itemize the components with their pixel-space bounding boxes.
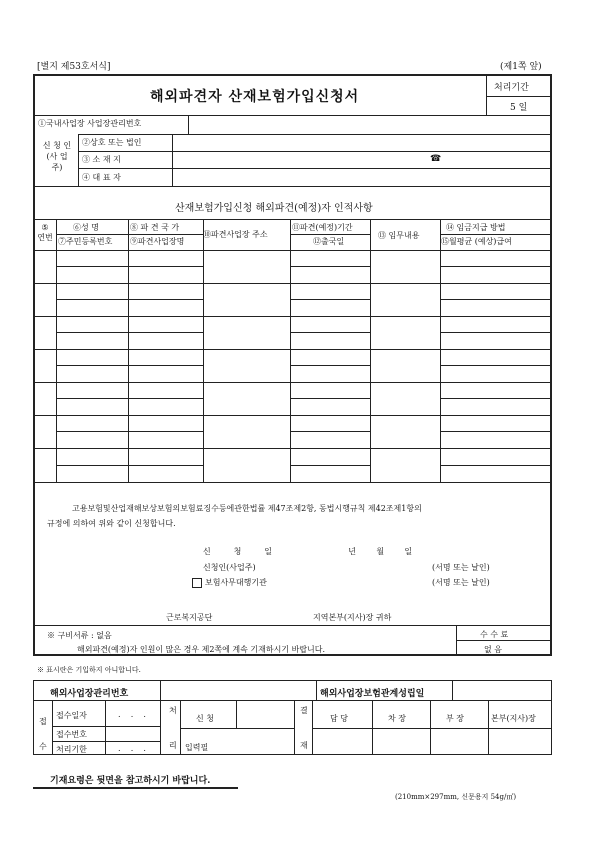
agency-checkbox[interactable] xyxy=(192,578,202,588)
processing-period-label: 처리기간 xyxy=(494,83,529,93)
branch-addressee: 지역본부(지사)장 귀하 xyxy=(313,613,392,622)
application-date-line: 신 청 일 년 월 일 xyxy=(203,547,413,556)
address-label: ③ 소 재 지 xyxy=(82,155,121,164)
receipt-date-dots: . . . xyxy=(118,710,146,719)
receipt-side-1: 접 xyxy=(39,717,47,726)
legal-basis-text: 고용보험및산업재해보상보험의보험료징수등에관한법률 제47조제2항, 동법시행규칙 제42조제1항의 xyxy=(72,504,422,513)
director-label: 본부(지사)장 xyxy=(491,714,536,723)
office-use-note: ※ 표시란은 기입하지 아니합니다. xyxy=(37,666,141,674)
col-wage-method-header: ⑭ 임금지급 방법 xyxy=(446,223,506,232)
domestic-reg-no-label: ①국내사업장 사업장관리번호 xyxy=(38,119,142,128)
phone-icon: ☎ xyxy=(430,154,442,164)
col-duty-header: ⑬ 임무내용 xyxy=(378,231,420,240)
processing-side-2: 리 xyxy=(169,741,177,750)
processing-period-value: 5 일 xyxy=(510,103,528,113)
col-workplace-header: ⑨파견사업장명 xyxy=(130,237,185,246)
deadline-dots: . . . xyxy=(118,744,146,753)
col-serial-header: ⑤ 연번 xyxy=(37,223,53,242)
applicant-sign-note: (서명 또는 날인) xyxy=(432,563,490,572)
col-address-header: ⑩파견사업장 주소 xyxy=(203,230,268,239)
section-title: 산재보험가입신청 해외파견(예정)자 인적사항 xyxy=(175,203,373,214)
approval-side-2: 재 xyxy=(300,741,308,750)
agency-sign-note: (서명 또는 날인) xyxy=(432,578,490,587)
col-departure-header: ⑫출국일 xyxy=(313,237,345,246)
manager-label: 부 장 xyxy=(446,714,464,723)
agency-row xyxy=(192,577,267,588)
page-side-label: (제1쪽 앞) xyxy=(500,62,542,72)
processing-side-1: 처 xyxy=(169,706,177,715)
continuation-note: 해외파견(예정)자 인원이 많은 경우 제2쪽에 계속 기재하시기 바랍니다. xyxy=(77,645,326,654)
deputy-label: 차 장 xyxy=(388,714,406,723)
col-resident-no-header: ⑦주민등록번호 xyxy=(58,237,113,246)
representative-label: ④ 대 표 자 xyxy=(82,173,121,182)
org-name: 근로복지공단 xyxy=(166,613,213,622)
form-number: [별지 제53호서식] xyxy=(37,62,111,72)
fee-value: 없 음 xyxy=(484,645,502,654)
applicant-side-label: 신 청 인 (사 업 주) xyxy=(42,141,72,172)
applicant-sign-label: 신청인(사업주) xyxy=(203,563,256,572)
footer-instruction: 기재요령은 뒷면을 참고하시기 바랍니다. xyxy=(50,776,211,786)
required-docs: ※ 구비서류 : 없음 xyxy=(47,631,112,640)
applicant-col-label: 신 청 xyxy=(196,714,214,723)
receipt-no-label: 접수번호 xyxy=(56,730,87,739)
col-period-header: ⑪파견(예정)기간 xyxy=(292,223,353,232)
paper-spec: (210mm×297mm, 신문용지 54g/㎡) xyxy=(395,793,517,801)
staff-label: 담 당 xyxy=(330,714,348,723)
agency-label: 보험사무대행기관 xyxy=(205,578,267,587)
form-title: 해외파견자 산재보험가입신청서 xyxy=(150,89,360,105)
col-name-header: ⑥성 명 xyxy=(73,223,99,232)
legal-basis-text-2: 규정에 의하여 위와 같이 신청합니다. xyxy=(47,519,176,528)
establishment-date-label: 해외사업장보험관계성립일 xyxy=(320,689,425,699)
col-country-header: ⑧ 파 견 국 가 xyxy=(130,223,180,232)
approval-side-1: 결 xyxy=(300,706,308,715)
deadline-label: 처리기한 xyxy=(56,745,87,754)
receipt-date-label: 접수일자 xyxy=(56,711,87,720)
fee-label: 수 수 료 xyxy=(480,630,509,639)
receipt-side-2: 수 xyxy=(39,742,47,751)
input-done-label: 입력필 xyxy=(185,743,209,752)
company-name-label: ②상호 또는 법인 xyxy=(82,138,142,147)
col-wage-header: ⑮월평균 (예상)급여 xyxy=(441,237,512,246)
mgmt-no-label: 해외사업장관리번호 xyxy=(50,689,129,699)
